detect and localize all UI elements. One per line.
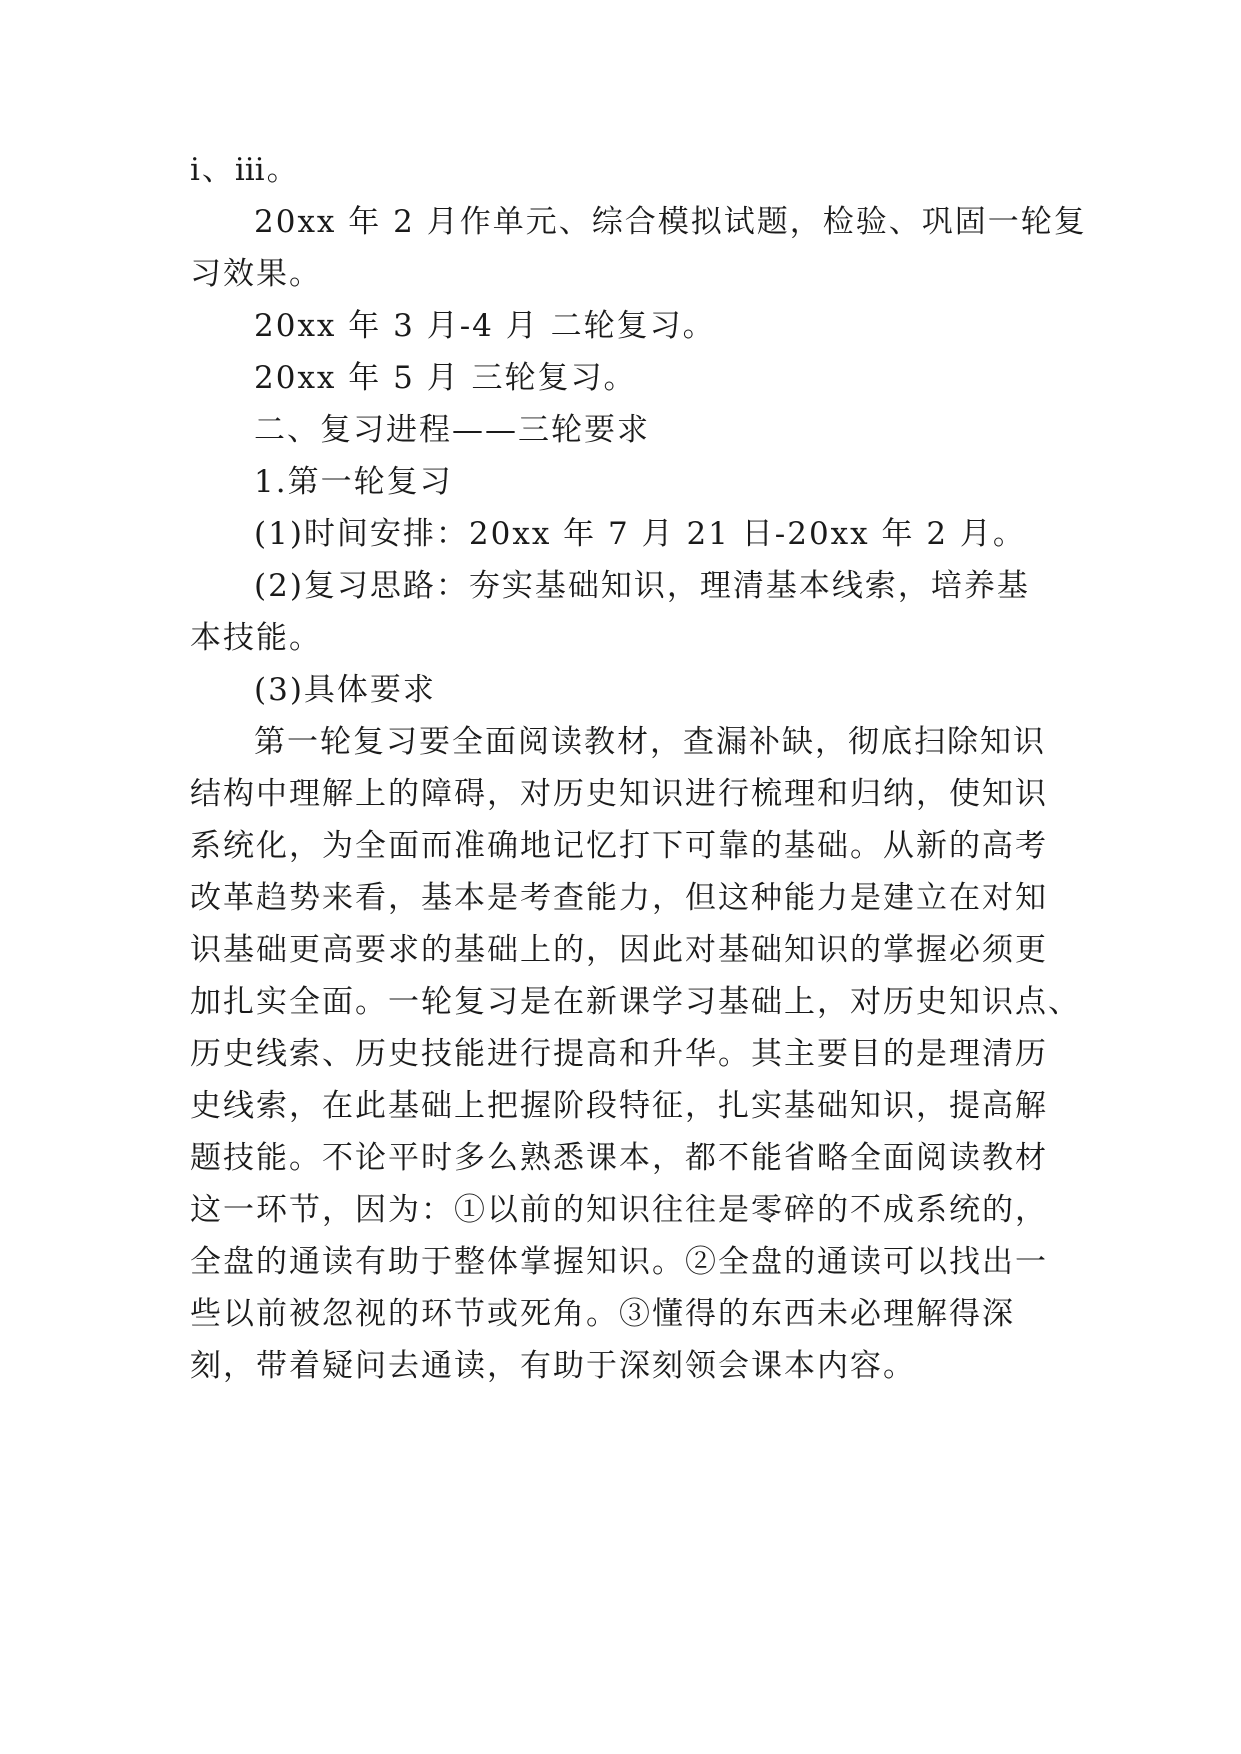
text-line: 题技能。不论平时多么熟悉课本，都不能省略全面阅读教材: [190, 1140, 1048, 1176]
text-line: 全盘的通读有助于整体掌握知识。②全盘的通读可以找出一: [190, 1244, 1048, 1280]
text-line: (3)具体要求: [254, 672, 436, 708]
text-line: ⅰ、ⅲ。: [190, 152, 300, 188]
text-line: 20xx 年 2 月作单元、综合模拟试题，检验、巩固一轮复: [254, 204, 1087, 240]
text-line: 识基础更高要求的基础上的，因此对基础知识的掌握必须更: [190, 932, 1048, 968]
text-line: 刻，带着疑问去通读，有助于深刻领会课本内容。: [190, 1348, 916, 1384]
text-line: 些以前被忽视的环节或死角。③懂得的东西未必理解得深: [190, 1296, 1015, 1332]
text-line: 第一轮复习要全面阅读教材，查漏补缺，彻底扫除知识: [254, 724, 1046, 760]
text-line: 本技能。: [190, 620, 322, 656]
section-heading: 二、复习进程——三轮要求: [254, 412, 650, 448]
text-line: 习效果。: [190, 256, 322, 292]
text-line: 加扎实全面。一轮复习是在新课学习基础上，对历史知识点、: [190, 984, 1081, 1020]
text-line: (1)时间安排：20xx 年 7 月 21 日-20xx 年 2 月。: [254, 516, 1026, 552]
text-line: 改革趋势来看，基本是考查能力，但这种能力是建立在对知: [190, 880, 1048, 916]
text-line: 史线索，在此基础上把握阶段特征，扎实基础知识，提高解: [190, 1088, 1048, 1124]
text-line: 结构中理解上的障碍，对历史知识进行梳理和归纳，使知识: [190, 776, 1048, 812]
subsection-heading: 1.第一轮复习: [254, 464, 453, 500]
text-line: 历史线索、历史技能进行提高和升华。其主要目的是理清历: [190, 1036, 1048, 1072]
text-line: 20xx 年 5 月 三轮复习。: [254, 360, 637, 396]
text-line: (2)复习思路：夯实基础知识，理清基本线索，培养基: [254, 568, 1030, 604]
text-line: 这一环节，因为：①以前的知识往往是零碎的不成系统的，: [190, 1192, 1048, 1228]
text-line: 系统化，为全面而准确地记忆打下可靠的基础。从新的高考: [190, 828, 1048, 864]
text-line: 20xx 年 3 月-4 月 二轮复习。: [254, 308, 716, 344]
